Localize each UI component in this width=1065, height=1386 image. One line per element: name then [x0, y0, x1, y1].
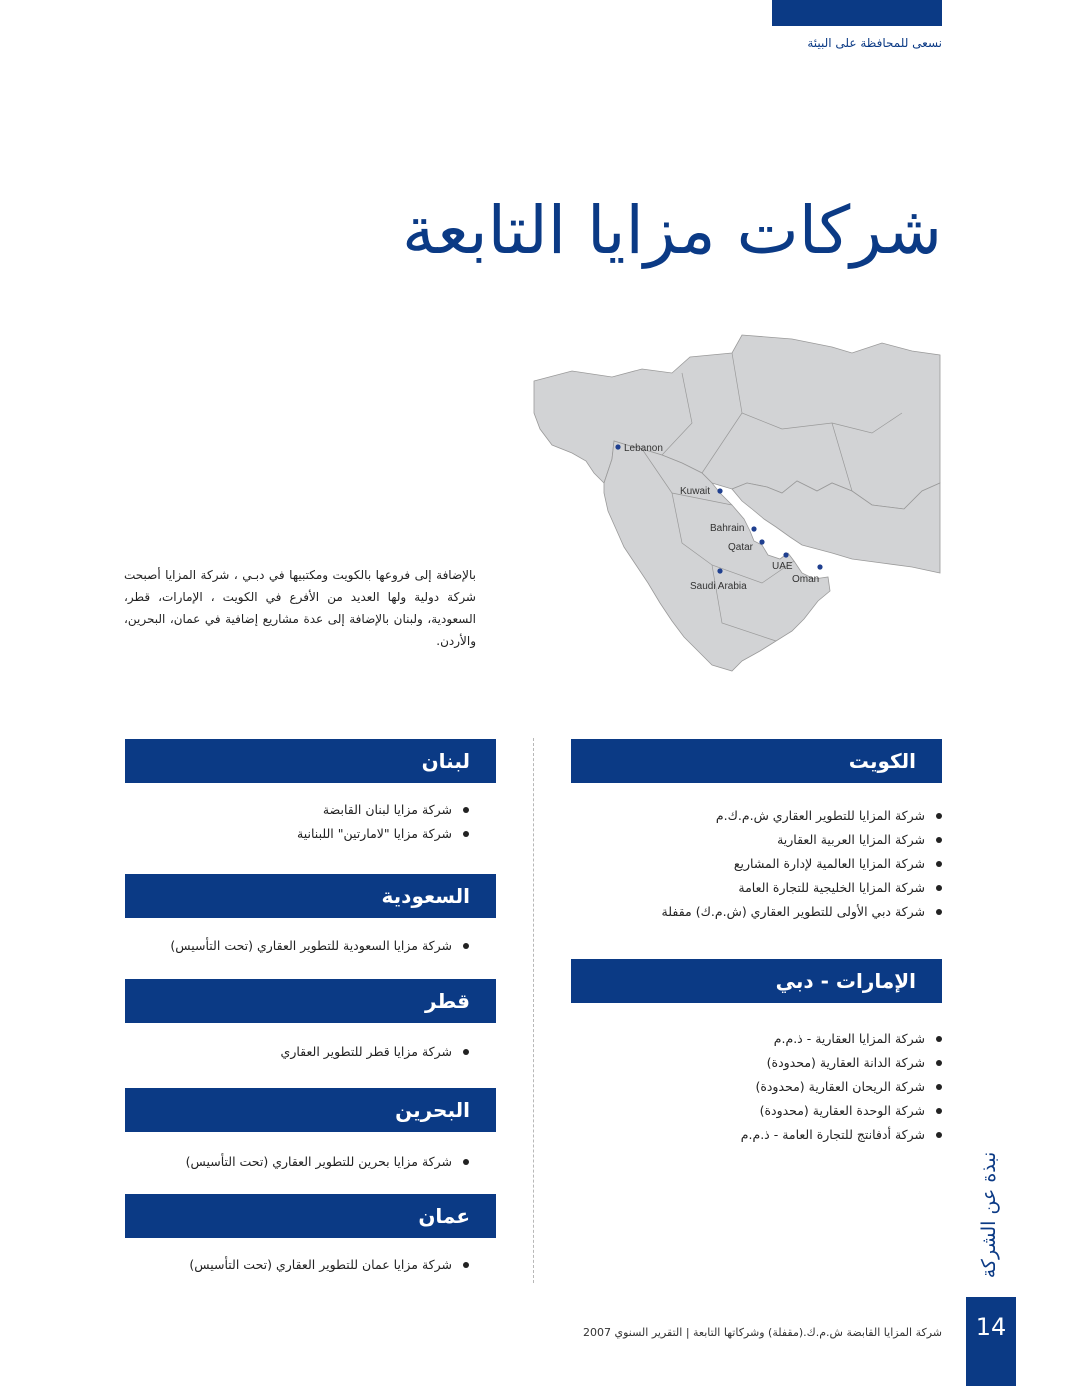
marker-uae: [783, 552, 788, 557]
section-title-kuwait: الكويت: [848, 749, 916, 773]
label-qatar: Qatar: [728, 542, 754, 553]
list-saudi: [170, 934, 469, 958]
section-title-oman: عمان: [418, 1204, 470, 1228]
list-kuwait: [662, 804, 942, 924]
list-item: شركة مزايا السعودية للتطوير العقاري (تحت التأسيس): [170, 934, 469, 958]
page-number: 14: [975, 1313, 1007, 1341]
section-header-kuwait: [571, 739, 942, 783]
label-kuwait: Kuwait: [680, 486, 711, 497]
list-item: شركة المزايا العقارية - ذ.م.م: [741, 1027, 942, 1051]
list-item: شركة المزايا العربية العقارية: [662, 828, 942, 852]
list-item: شركة مزايا بحرين للتطوير العقاري (تحت التأسيس): [186, 1150, 469, 1174]
section-header-lebanon: [125, 739, 496, 783]
list-lebanon: [297, 798, 469, 846]
footer-text: شركة المزايا القابضة ش.م.ك.(مقفلة) وشركاتها التابعة | التقرير السنوي 2007: [583, 1326, 942, 1339]
list-item: شركة المزايا العالمية لإدارة المشاريع: [662, 852, 942, 876]
list-item: شركة مزايا عمان للتطوير العقاري (تحت التأسيس): [189, 1253, 469, 1277]
list-bahrain: [186, 1150, 469, 1174]
marker-bahrain: [751, 526, 756, 531]
intro-paragraph: بالإضافة إلى فروعها بالكويت ومكتبيها في دبـي ، شركة المزايا أصبحت شركة دولية ولها العديد من الأفرع في الكويت ، الإمارات، قطر، السعودية، ولبنان بالإضافة إلى عدة مشاريع إضافية في عمان، البحرين، والأردن.: [124, 568, 476, 648]
marker-oman: [817, 564, 822, 569]
list-qatar: [281, 1040, 469, 1064]
list-item: شركة مزايا لبنان القابضة: [297, 798, 469, 822]
top-accent-bar: [772, 0, 942, 26]
section-header-saudi: [125, 874, 496, 918]
label-bahrain: Bahrain: [710, 523, 745, 534]
page-number-box: [966, 1297, 1016, 1386]
section-header-uae: [571, 959, 942, 1003]
marker-kuwait: [717, 488, 722, 493]
section-title-uae: الإمارات - دبي: [775, 969, 916, 993]
list-item: شركة مزايا "لامارتين" اللبنانية: [297, 822, 469, 846]
marker-qatar: [759, 539, 764, 544]
list-item: شركة الريحان العقارية (محدودة): [741, 1075, 942, 1099]
section-title-qatar: قطر: [424, 989, 470, 1013]
list-item: شركة أدفانتج للتجارة العامة - ذ.م.م: [741, 1123, 942, 1147]
list-item: شركة الدانة العقارية (محدودة): [741, 1051, 942, 1075]
section-title-lebanon: لبنان: [421, 749, 470, 773]
list-item: شركة المزايا للتطوير العقاري ش.م.ك.م: [662, 804, 942, 828]
section-header-oman: [125, 1194, 496, 1238]
section-title-bahrain: البحرين: [395, 1098, 470, 1122]
section-header-bahrain: [125, 1088, 496, 1132]
label-lebanon: Lebanon: [624, 443, 663, 454]
marker-saudi-arabia: [717, 568, 722, 573]
list-item: شركة الوحدة العقارية (محدودة): [741, 1099, 942, 1123]
header-tagline: نسعى للمحافظة على البيئة: [807, 36, 942, 50]
middle-east-map: [532, 333, 942, 678]
marker-lebanon: [615, 444, 620, 449]
side-section-label: [974, 1140, 1004, 1290]
list-item: شركة مزايا قطر للتطوير العقاري: [281, 1040, 469, 1064]
side-section-label-text: نبذة عن الشركة: [978, 1151, 1000, 1279]
list-uae: [741, 1027, 942, 1147]
page-title: شركات مزايا التابعة: [402, 192, 942, 269]
label-saudi-arabia: Saudi Arabia: [690, 581, 747, 592]
list-item: شركة المزايا الخليجية للتجارة العامة: [662, 876, 942, 900]
column-divider: [533, 738, 534, 1283]
list-oman: [189, 1253, 469, 1277]
list-item: شركة دبي الأولى للتطوير العقاري (ش.م.ك) مقفلة: [662, 900, 942, 924]
label-uae: UAE: [772, 561, 793, 572]
section-title-saudi: السعودية: [381, 884, 470, 908]
section-header-qatar: [125, 979, 496, 1023]
label-oman: Oman: [792, 574, 820, 585]
